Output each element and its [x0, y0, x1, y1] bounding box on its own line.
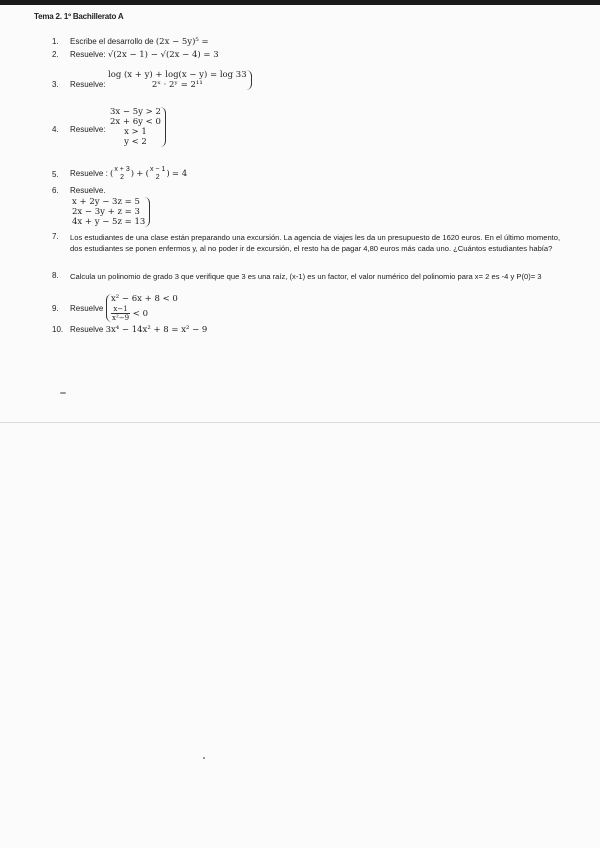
exercise-label: Resuelve: [70, 304, 104, 313]
math-expression: √(2x − 1) − √(2x − 4) = 3: [107, 50, 219, 60]
exercise-number: 8.: [52, 271, 59, 280]
binomial-coefficient: x + 3 2: [114, 165, 130, 181]
equation-line: 4x + y − 5z = 13: [72, 217, 146, 227]
scan-speck: [60, 392, 66, 394]
exercise-number: 1.: [52, 37, 59, 46]
inequality-line: x > 1: [124, 127, 147, 137]
word-problem-text: Los estudiantes de una clase están preparando una excursión. La agencia de viajes les da un presupuesto de 1620 euros. En el último momento, dos estudiantes se ponen enfermos y, al no poder ir de excursión, el resto ha de pagar 4,80 euros más cada uno. ¿Cuántos estudiantes había?: [70, 233, 561, 253]
exercise-label: Resuelve.: [70, 186, 106, 195]
inequality-line: $\frac{x-1}{\text{x²−9}}$ < 0: [112, 305, 149, 322]
math-expression: (2x − 5y)⁵ =: [155, 37, 209, 47]
exercise-label: Resuelve:: [70, 125, 106, 134]
exercise-label: Resuelve: [70, 325, 104, 334]
binomial-coefficient: x − 1 2: [149, 165, 166, 181]
math-expression: 3x⁴ − 14x² + 8 = x² − 9: [105, 325, 208, 335]
exercise-number: 7.: [52, 232, 59, 241]
exercise-label: Resuelve:: [70, 50, 106, 59]
equation-system: [108, 70, 252, 90]
exercise-number: 9.: [52, 304, 59, 313]
exercise-label: Resuelve :: [70, 169, 108, 178]
equation-line: 2ˣ · 2ʸ = 2¹¹: [151, 80, 203, 90]
exercise-number: 5.: [52, 170, 59, 179]
inequality-line: y < 2: [124, 137, 147, 147]
exercise-label: Escribe el desarrollo de: [70, 37, 154, 46]
inequality-line: 2x + 6y < 0: [110, 117, 161, 127]
inequality-line: x² − 6x + 8 < 0: [111, 294, 178, 304]
equation-line: log (x + y) + log(x − y) = log 33: [108, 70, 247, 80]
exercise-number: 3.: [52, 80, 59, 89]
fraction: $\frac{x-1}{\text{x²−9}}$: [112, 305, 130, 322]
equation-line: 2x − 3y + z = 3: [72, 207, 140, 217]
exercise-number: 4.: [52, 125, 59, 134]
scan-page-fold: [0, 422, 600, 423]
equation-system: [72, 197, 150, 227]
exercise-number: 10.: [52, 325, 64, 334]
scan-speck: [203, 757, 205, 759]
inequality-system: [106, 294, 178, 322]
inequality-system: [110, 107, 166, 147]
exercise-number: 2.: [52, 50, 59, 59]
inequality-line: 3x − 5y > 2: [110, 107, 161, 117]
problem-text: Calcula un polinomio de grado 3 que verifique que 3 es una raíz, (x-1) es un factor, el valor numérico del polinomio para x= 2 es -4 y P(0)= 3: [70, 272, 542, 281]
document-heading: Tema 2. 1º Bachillerato A: [34, 12, 124, 21]
equation-line: x + 2y − 3z = 5: [72, 197, 140, 207]
top-edge-bar: [0, 0, 600, 5]
exercise-label: Resuelve:: [70, 80, 106, 89]
exercise-number: 6.: [52, 186, 59, 195]
